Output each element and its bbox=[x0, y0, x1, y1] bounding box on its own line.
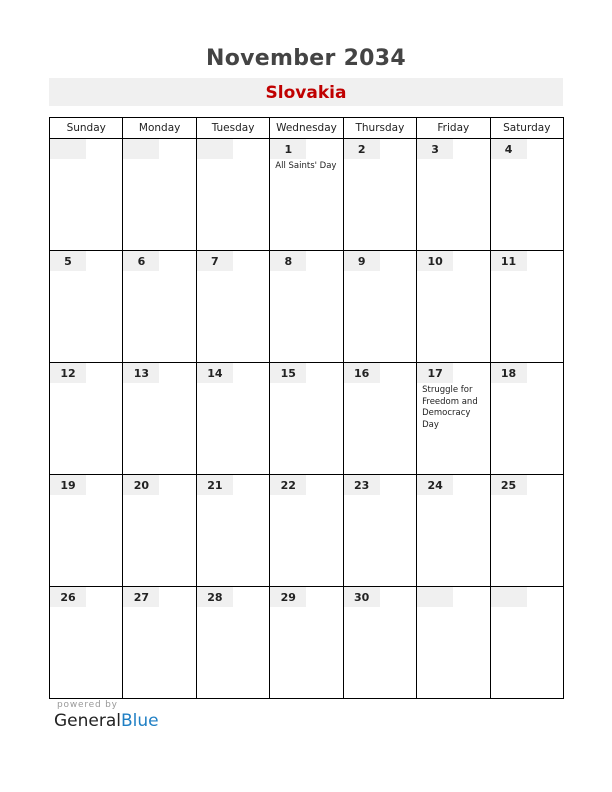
day-cell bbox=[490, 587, 563, 699]
day-number: 6 bbox=[123, 251, 159, 271]
day-number: 9 bbox=[344, 251, 380, 271]
weekday-wednesday: Wednesday bbox=[270, 118, 343, 139]
day-number: 30 bbox=[344, 587, 380, 607]
day-cell bbox=[123, 475, 196, 587]
day-number bbox=[197, 139, 233, 159]
day-number: 19 bbox=[50, 475, 86, 495]
day-number bbox=[50, 139, 86, 159]
day-cell bbox=[343, 475, 416, 587]
day-cell bbox=[490, 475, 563, 587]
day-number: 26 bbox=[50, 587, 86, 607]
day-number: 10 bbox=[417, 251, 453, 271]
weekday-saturday: Saturday bbox=[490, 118, 563, 139]
day-cell bbox=[123, 587, 196, 699]
day-cell bbox=[50, 251, 123, 363]
day-number: 20 bbox=[123, 475, 159, 495]
country-banner bbox=[49, 78, 563, 106]
day-cell bbox=[270, 587, 343, 699]
day-cell bbox=[196, 251, 269, 363]
brand-general: General bbox=[54, 711, 121, 731]
day-cell bbox=[123, 139, 196, 251]
day-number bbox=[123, 139, 159, 159]
day-cell bbox=[196, 587, 269, 699]
week-row bbox=[50, 251, 564, 363]
day-cell bbox=[417, 587, 490, 699]
day-number: 18 bbox=[491, 363, 527, 383]
day-cell bbox=[343, 251, 416, 363]
day-cell bbox=[417, 363, 490, 475]
week-row bbox=[50, 587, 564, 699]
calendar-grid bbox=[49, 117, 564, 699]
day-number: 29 bbox=[270, 587, 306, 607]
day-cell bbox=[196, 363, 269, 475]
day-number: 3 bbox=[417, 139, 453, 159]
day-cell bbox=[417, 475, 490, 587]
day-cell bbox=[343, 139, 416, 251]
day-number: 23 bbox=[344, 475, 380, 495]
weekday-sunday: Sunday bbox=[50, 118, 123, 139]
day-number: 8 bbox=[270, 251, 306, 271]
country-name: Slovakia bbox=[265, 83, 347, 103]
day-number: 28 bbox=[197, 587, 233, 607]
day-cell bbox=[270, 139, 343, 251]
weekday-friday: Friday bbox=[417, 118, 490, 139]
generalblue-logo bbox=[54, 711, 159, 731]
day-number: 17 bbox=[417, 363, 453, 383]
day-number: 24 bbox=[417, 475, 453, 495]
week-row bbox=[50, 139, 564, 251]
day-number: 21 bbox=[197, 475, 233, 495]
day-cell bbox=[196, 475, 269, 587]
day-cell bbox=[490, 251, 563, 363]
day-cell bbox=[270, 475, 343, 587]
weekday-monday: Monday bbox=[123, 118, 196, 139]
day-cell bbox=[490, 363, 563, 475]
day-number bbox=[417, 587, 453, 607]
powered-by-label: powered by bbox=[57, 700, 118, 710]
day-cell bbox=[490, 139, 563, 251]
day-number: 5 bbox=[50, 251, 86, 271]
weekday-thursday: Thursday bbox=[343, 118, 416, 139]
day-number: 11 bbox=[491, 251, 527, 271]
day-cell bbox=[417, 251, 490, 363]
day-cell bbox=[270, 251, 343, 363]
day-cell bbox=[50, 475, 123, 587]
day-cell bbox=[123, 251, 196, 363]
day-cell bbox=[50, 363, 123, 475]
day-number: 4 bbox=[491, 139, 527, 159]
week-row bbox=[50, 475, 564, 587]
weekday-header-row bbox=[50, 118, 564, 139]
day-number: 14 bbox=[197, 363, 233, 383]
day-number: 1 bbox=[270, 139, 306, 159]
page-title: November 2034 bbox=[205, 46, 407, 71]
day-cell bbox=[50, 139, 123, 251]
day-number: 22 bbox=[270, 475, 306, 495]
day-number: 7 bbox=[197, 251, 233, 271]
day-number: 12 bbox=[50, 363, 86, 383]
day-number: 27 bbox=[123, 587, 159, 607]
day-cell bbox=[50, 587, 123, 699]
day-number: 16 bbox=[344, 363, 380, 383]
day-cell bbox=[417, 139, 490, 251]
day-number: 2 bbox=[344, 139, 380, 159]
day-cell bbox=[196, 139, 269, 251]
day-cell bbox=[123, 363, 196, 475]
weekday-tuesday: Tuesday bbox=[196, 118, 269, 139]
day-number: 13 bbox=[123, 363, 159, 383]
holiday-label: Struggle for Freedom and Democracy Day bbox=[422, 385, 478, 430]
brand-blue: Blue bbox=[121, 711, 159, 731]
day-number: 25 bbox=[491, 475, 527, 495]
day-cell bbox=[343, 587, 416, 699]
day-cell bbox=[270, 363, 343, 475]
holiday-label: All Saints' Day bbox=[275, 161, 337, 171]
week-row bbox=[50, 363, 564, 475]
day-number: 15 bbox=[270, 363, 306, 383]
day-cell bbox=[343, 363, 416, 475]
day-number bbox=[491, 587, 527, 607]
